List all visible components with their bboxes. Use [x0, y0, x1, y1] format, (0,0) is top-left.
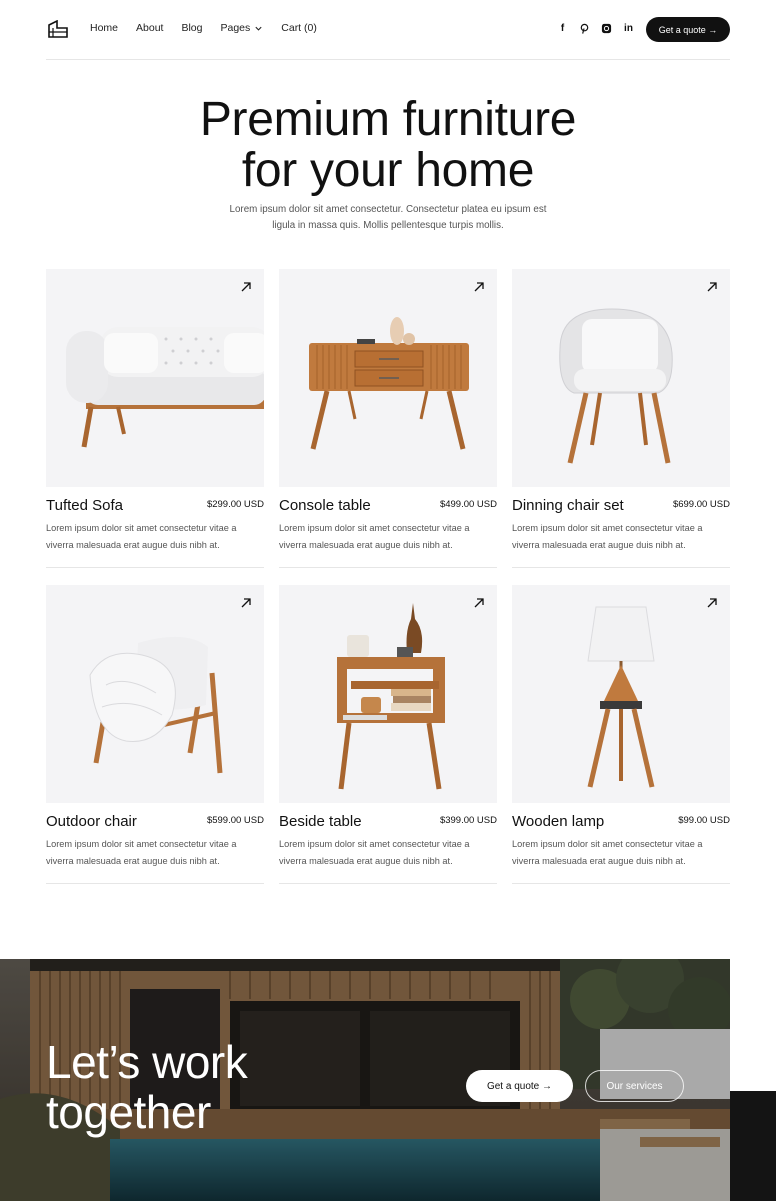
product-name[interactable]: Console table: [279, 497, 371, 514]
arrow-up-right-icon: [706, 597, 718, 609]
arrow-up-right-icon: [473, 597, 485, 609]
divider: [512, 567, 730, 568]
arrow-up-right-icon: [240, 597, 252, 609]
product-name[interactable]: Dinning chair set: [512, 497, 624, 514]
product-description: Lorem ipsum dolor sit amet consectetur vitae a viverra malesuada erat augue duis nibh at.: [512, 839, 703, 866]
product-name[interactable]: Wooden lamp: [512, 813, 605, 830]
product-description: Lorem ipsum dolor sit amet consectetur vitae a viverra malesuada erat augue duis nibh at.: [46, 523, 237, 550]
product-image-beside-table[interactable]: [279, 585, 497, 803]
product-image-wooden-lamp[interactable]: [512, 585, 730, 803]
product-image-outdoor-chair[interactable]: [46, 585, 264, 803]
product-description: Lorem ipsum dolor sit amet consectetur vitae a viverra malesuada erat augue duis nibh at.: [512, 523, 703, 550]
side-table-image: [279, 585, 497, 803]
console-table-image: [279, 269, 497, 487]
arrow-up-right-icon: [240, 281, 252, 293]
social-links: [556, 22, 635, 35]
top-nav: [46, 0, 730, 60]
outdoor-chair-image: [46, 585, 264, 803]
hero-title: [0, 94, 776, 196]
pinterest-icon[interactable]: [578, 22, 591, 35]
arrow-up-right-icon: [473, 281, 485, 293]
dining-chair-image: [512, 269, 730, 487]
product-price: $499.00 USD: [439, 499, 497, 510]
our-services-button[interactable]: Our services: [585, 1070, 684, 1102]
product-description: Lorem ipsum dolor sit amet consectetur vitae a viverra malesuada erat augue duis nibh at.: [46, 839, 237, 866]
divider: [46, 567, 264, 568]
hero-title-line-1: Premium furniture: [199, 93, 577, 146]
product-price: $699.00 USD: [672, 499, 730, 510]
divider: [46, 883, 264, 884]
nav-item-about[interactable]: About: [136, 22, 164, 34]
nav-item-pages-label: Pages: [220, 22, 251, 34]
product-card[interactable]: [279, 585, 497, 866]
product-price: $399.00 USD: [439, 815, 497, 826]
cta-get-quote-button[interactable]: Get a quote →: [466, 1070, 573, 1102]
hero-subtitle: Lorem ipsum dolor sit amet consectetur. Consectetur platea eu ipsum est ligula in massa quis. Mollis pellentesque turpis mollis.: [229, 204, 547, 231]
cta-title-line-2: together: [46, 1086, 211, 1138]
cta-title-line-1: Let’s work: [46, 1036, 248, 1088]
instagram-icon[interactable]: [600, 22, 613, 35]
divider: [279, 567, 497, 568]
nav-item-home[interactable]: Home: [90, 22, 119, 34]
product-card[interactable]: [46, 269, 264, 550]
product-name[interactable]: Beside table: [279, 813, 362, 830]
hero-title-line-2: for your home: [241, 144, 535, 197]
product-card[interactable]: [512, 585, 730, 866]
cta-side-block: [730, 1091, 776, 1201]
product-image-console-table[interactable]: [279, 269, 497, 487]
arrow-up-right-icon: [706, 281, 718, 293]
sofa-image: [46, 269, 264, 487]
product-card[interactable]: [512, 269, 730, 550]
product-name[interactable]: Tufted Sofa: [46, 497, 123, 514]
logo-icon[interactable]: [48, 20, 68, 38]
product-name[interactable]: Outdoor chair: [46, 813, 137, 830]
chevron-down-icon: [254, 24, 263, 33]
product-price: $99.00 USD: [678, 815, 730, 826]
facebook-icon[interactable]: f: [560, 23, 565, 34]
nav-item-pages[interactable]: [220, 22, 263, 34]
nav-item-cart[interactable]: Cart (0): [281, 22, 317, 34]
product-description: Lorem ipsum dolor sit amet consectetur vitae a viverra malesuada erat augue duis nibh at.: [279, 523, 470, 550]
product-card[interactable]: [46, 585, 264, 866]
product-price: $299.00 USD: [206, 499, 264, 510]
product-card[interactable]: [279, 269, 497, 550]
divider: [512, 883, 730, 884]
lamp-image: [512, 585, 730, 803]
product-price: $599.00 USD: [206, 815, 264, 826]
product-image-dinning-chair[interactable]: [512, 269, 730, 487]
product-description: Lorem ipsum dolor sit amet consectetur vitae a viverra malesuada erat augue duis nibh at.: [279, 839, 470, 866]
cta-title: [46, 1037, 247, 1137]
product-image-tufted-sofa[interactable]: [46, 269, 264, 487]
main-menu: [90, 22, 335, 34]
divider: [279, 883, 497, 884]
linkedin-icon[interactable]: in: [624, 23, 633, 34]
nav-item-blog[interactable]: Blog: [181, 22, 203, 34]
get-quote-button[interactable]: Get a quote →: [646, 17, 730, 42]
